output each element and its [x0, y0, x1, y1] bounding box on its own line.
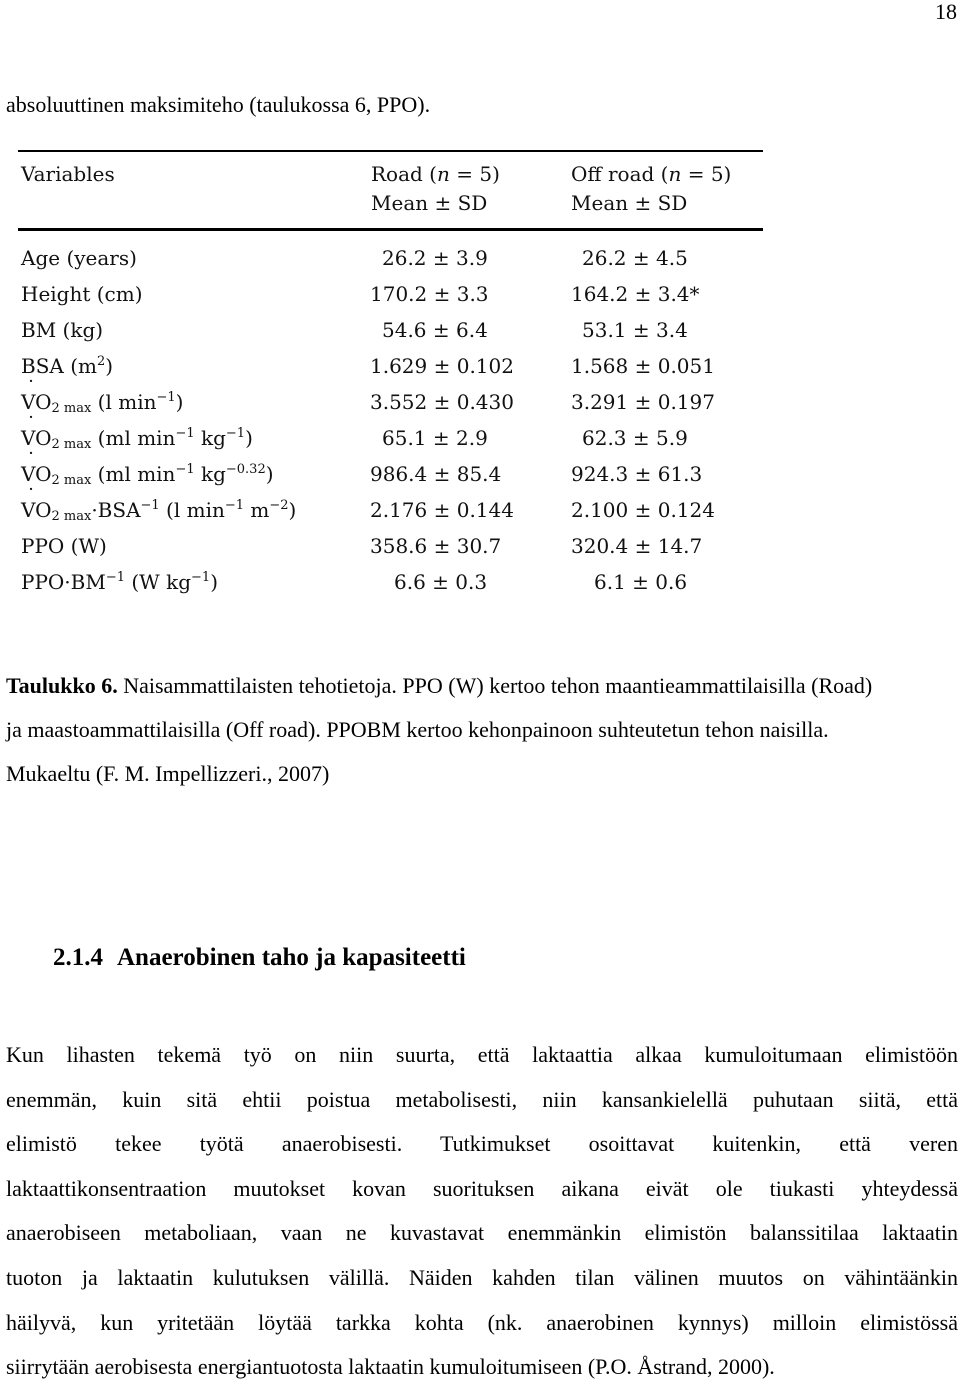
body-paragraph: [6, 1042, 958, 1399]
page-number: 18: [935, 0, 957, 24]
row-variable-sup: −1: [224, 498, 245, 513]
table-row: [18, 456, 763, 492]
row-off-road-value: 320.4 ± 14.7: [571, 534, 703, 558]
caption-line: [6, 673, 956, 699]
table-header-rule: [18, 228, 763, 231]
row-variable-part: ˙ VO: [21, 420, 52, 456]
paragraph-line: laktaattikonsentraation muutokset kovan suorituksen aikana eivät ole tiukasti yhteydessä: [6, 1175, 958, 1201]
header-off-road: [571, 160, 731, 188]
row-variable-sup: −1: [156, 390, 176, 405]
row-variable-sup: −0.32: [225, 462, 266, 477]
row-variable-part: ): [175, 390, 184, 414]
header-off-n: n: [668, 162, 682, 186]
caption-label: Taulukko 6.: [6, 673, 118, 698]
row-variable: [21, 564, 218, 604]
row-variable-part: ˙ VO: [21, 492, 52, 528]
row-variable-sup: −1: [105, 570, 126, 585]
row-variable: BM (kg): [21, 318, 104, 342]
table-row: [18, 420, 763, 456]
row-off-road-value: 53.1 ± 3.4: [582, 318, 688, 342]
paragraph-line: tuoton ja laktaatin kulutuksen välillä. Näiden kahden tilan välinen muutos on vähintäänkin: [6, 1264, 958, 1290]
table-row: [18, 564, 763, 600]
header-road: [371, 160, 500, 188]
row-variable-sub: 2 max: [51, 509, 92, 524]
row-road-value: 6.6 ± 0.3: [394, 570, 488, 594]
paragraph-line: häilyvä, kun yritetään löytää tarkka kohta (nk. anaerobinen kynnys) milloin elimistössä: [6, 1309, 958, 1335]
row-variable-part: kg: [194, 462, 226, 486]
row-variable-part: ): [210, 570, 218, 594]
table-caption: [6, 673, 956, 805]
row-road-value: 1.629 ± 0.102: [370, 354, 514, 378]
paragraph-line: elimistö tekee työtä anaerobisesti. Tutkimukset osoittavat kuitenkin, että veren: [6, 1131, 958, 1157]
row-off-road-value: 3.291 ± 0.197: [571, 390, 715, 414]
caption-line: Mukaeltu (F. M. Impellizzeri., 2007): [6, 761, 330, 786]
row-road-value: 170.2 ± 3.3: [370, 282, 489, 306]
row-variable-part: (ml min: [91, 426, 176, 450]
header-off-sub: Mean ± SD: [571, 191, 688, 215]
row-variable: [21, 420, 253, 460]
row-off-road-value: 26.2 ± 4.5: [582, 246, 688, 270]
table-row: [18, 384, 763, 420]
row-road-value: 358.6 ± 30.7: [370, 534, 502, 558]
header-road-count: = 5): [449, 162, 500, 186]
table-row: [18, 528, 763, 564]
caption-text: Naisammattilaisten tehotietoja. PPO (W) kertoo tehon maantieammattilaisilla (Road): [117, 673, 873, 698]
row-variable-part: ˙ VO: [21, 456, 52, 492]
row-off-road-value: 1.568 ± 0.051: [571, 354, 715, 378]
paragraph-line: anaerobiseen metaboliaan, vaan ne kuvastavat enemmänkin elimistön balanssitilaa laktaatin: [6, 1220, 958, 1246]
row-variable-part: kg: [194, 426, 226, 450]
row-road-value: 65.1 ± 2.9: [382, 426, 488, 450]
header-variables: Variables: [21, 162, 115, 186]
table-row: [18, 276, 763, 312]
paragraph-line: siirrytään aerobisesta energiantuotosta laktaatin kumuloitumiseen (P.O. Åstrand, 2000).: [6, 1354, 775, 1380]
row-variable-part: (l min: [159, 498, 225, 522]
row-variable-part: (W kg: [125, 570, 192, 594]
row-off-road-value: 924.3 ± 61.3: [571, 462, 703, 486]
row-variable-part: BSA (m: [21, 354, 97, 378]
row-variable-sup: −1: [175, 426, 195, 441]
row-variable-part: (ml min: [91, 462, 176, 486]
header-road-label: Road (: [371, 162, 437, 186]
row-road-value: 26.2 ± 3.9: [382, 246, 488, 270]
data-table: [18, 150, 763, 605]
row-off-road-value: 62.3 ± 5.9: [582, 426, 688, 450]
row-off-road-value: 164.2 ± 3.4*: [571, 282, 700, 306]
paragraph-line: enemmän, kuin sitä ehtii poistua metabolisesti, niin kansankielellä puhutaan siitä, että: [6, 1086, 958, 1112]
intro-text: absoluuttinen maksimiteho (taulukossa 6, PPO).: [6, 92, 431, 117]
row-variable-part: ): [245, 426, 253, 450]
row-variable-part: m: [244, 498, 270, 522]
header-off-label: Off road (: [571, 162, 669, 186]
table-row: [18, 492, 763, 528]
row-variable-part: ): [288, 498, 297, 522]
row-variable-sup: −1: [225, 426, 246, 441]
row-variable-part: ˙ VO: [21, 384, 52, 420]
row-variable-part: ): [265, 462, 274, 486]
section-title: Anaerobinen taho ja kapasiteetti: [117, 944, 466, 971]
row-road-value: 986.4 ± 85.4: [370, 462, 502, 486]
table-row: [18, 348, 763, 384]
row-variable-part: (l min: [91, 390, 157, 414]
row-road-value: 2.176 ± 0.144: [370, 498, 514, 522]
paragraph-line: Kun lihasten tekemä työ on niin suurta, että laktaattia alkaa kumuloitumaan elimistöön: [6, 1042, 958, 1067]
row-variable-sub: 2 max: [51, 473, 92, 488]
row-variable: [21, 456, 274, 496]
row-variable: PPO (W): [21, 534, 107, 558]
header-road-n: n: [437, 162, 450, 186]
row-variable-part: ): [105, 354, 114, 378]
row-road-value: 3.552 ± 0.430: [370, 390, 514, 414]
header-road-sub: Mean ± SD: [371, 191, 488, 215]
row-variable-sup: −1: [175, 462, 195, 477]
row-road-value: 54.6 ± 6.4: [382, 318, 488, 342]
row-variable-sup: −1: [191, 570, 211, 585]
row-variable-sub: 2 max: [51, 401, 92, 416]
row-variable-sub: 2 max: [51, 437, 92, 452]
caption-line: ja maastoammattilaisilla (Off road). PPOBM kertoo kehonpainoon suhteutetun tehon naisilla.: [6, 717, 829, 742]
row-off-road-value: 6.1 ± 0.6: [594, 570, 688, 594]
section-number: 2.1.4: [53, 944, 103, 971]
table-row: [18, 312, 763, 348]
row-variable: Age (years): [21, 246, 137, 270]
header-off-count: = 5): [681, 162, 732, 186]
row-variable-sup: −1: [140, 498, 160, 513]
row-off-road-value: 2.100 ± 0.124: [571, 498, 715, 522]
table-top-rule: [18, 150, 763, 152]
row-variable: [21, 384, 183, 424]
section-heading: [53, 943, 466, 973]
table-row: [18, 240, 763, 276]
row-variable: [21, 492, 296, 532]
row-variable-part: PPO·BM: [21, 570, 106, 594]
row-variable-sup: −2: [269, 498, 289, 513]
row-variable-part: ·BSA: [91, 498, 141, 522]
row-variable-sup: 2: [96, 354, 106, 369]
row-variable: Height (cm): [21, 282, 143, 306]
